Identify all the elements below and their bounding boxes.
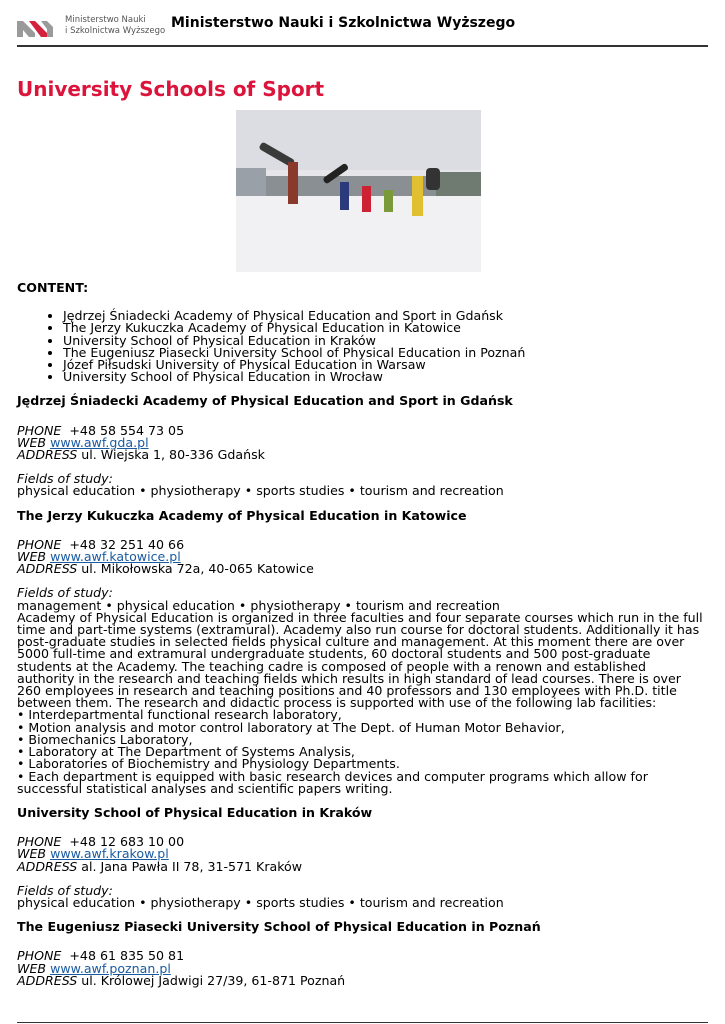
phone-value: +48 61 835 50 81: [69, 948, 185, 964]
table-of-contents: [17, 310, 707, 383]
facility-item: • Laboratories of Biochemistry and Physiology Departments.: [17, 756, 400, 772]
web-label: WEB: [17, 549, 47, 565]
web-label: WEB: [17, 846, 47, 862]
address-value: ul. Wiejska 1, 80-336 Gdańsk: [81, 447, 265, 463]
snowboarders-photo: [236, 110, 481, 272]
toc-item[interactable]: • Jędrzej Śniadecki Academy of Physical Education and Sport in Gdańsk: [63, 310, 707, 322]
address-label: ADDRESS: [17, 858, 78, 874]
phone-label: PHONE: [17, 536, 62, 552]
facility-item: • Each department is equipped with basic research devices and computer programs which allow for successful statistical analyses and scientific papers writing.: [17, 768, 648, 796]
section-title: The Eugeniusz Piasecki University School of Physical Education in Poznań: [17, 919, 541, 935]
header-divider: [17, 45, 708, 47]
phone-value: +48 58 554 73 05: [69, 422, 185, 438]
address-value: al. Jana Pawła II 78, 31-571 Kraków: [81, 858, 303, 874]
content-heading: CONTENT:: [17, 280, 89, 295]
page-header: [17, 11, 708, 45]
facility-item: • Biomechanics Laboratory,: [17, 731, 193, 747]
website-link[interactable]: www.awf.krakow.pl: [50, 846, 169, 862]
web-label: WEB: [17, 434, 47, 450]
content: [17, 282, 707, 987]
ministry-logo-text: [65, 15, 165, 37]
school-section-krakow: [17, 804, 707, 910]
toc-item[interactable]: • The Eugeniusz Piasecki University School of Physical Education in Poznań: [63, 347, 707, 359]
fields-label: Fields of study:: [17, 585, 113, 601]
address-label: ADDRESS: [17, 561, 78, 577]
phone-label: PHONE: [17, 948, 62, 964]
section-title: University School of Physical Education in Kraków: [17, 804, 373, 820]
address-row: [17, 972, 707, 988]
facility-item: • Motion analysis and motor control laboratory at The Dept. of Human Motor Behavior,: [17, 719, 565, 735]
footer-divider: [17, 1022, 708, 1023]
address-row: [17, 449, 707, 461]
address-row: [17, 563, 707, 575]
address-value: ul. Królowej Jadwigi 27/39, 61-871 Poznań: [81, 972, 346, 988]
toc-item[interactable]: • University School of Physical Education in Wrocław: [63, 371, 707, 383]
school-section-katowice: [17, 507, 707, 796]
page-title: University Schools of Sport: [17, 77, 325, 101]
fields-value: management • physical education • physiotherapy • tourism and recreation: [17, 597, 500, 613]
phone-value: +48 32 251 40 66: [69, 536, 185, 552]
phone-value: +48 12 683 10 00: [69, 834, 185, 850]
address-value: ul. Mikołowska 72a, 40-065 Katowice: [81, 561, 314, 577]
school-section-poznan: [17, 921, 707, 987]
phone-label: PHONE: [17, 422, 62, 438]
phone-label: PHONE: [17, 834, 62, 850]
school-section-gdansk: [17, 395, 707, 497]
section-title: Jędrzej Śniadecki Academy of Physical Education and Sport in Gdańsk: [17, 393, 513, 409]
fields-value: physical education • physiotherapy • sports studies • tourism and recreation: [17, 483, 504, 499]
address-label: ADDRESS: [17, 972, 78, 988]
toc-item[interactable]: • The Jerzy Kukuczka Academy of Physical Education in Katowice: [63, 322, 707, 334]
logo-line-2: i Szkolnictwa Wyższego: [65, 26, 166, 36]
address-label: ADDRESS: [17, 447, 78, 463]
website-link[interactable]: www.awf.gda.pl: [50, 434, 149, 450]
website-link[interactable]: www.awf.katowice.pl: [50, 549, 181, 565]
fields-label: Fields of study:: [17, 882, 113, 898]
website-link[interactable]: www.awf.poznan.pl: [50, 960, 171, 976]
toc-item[interactable]: • University School of Physical Education in Kraków: [63, 335, 707, 347]
facility-item: • Laboratory at The Department of Systems Analysis,: [17, 744, 355, 760]
toc-item[interactable]: • Józef Piłsudski University of Physical Education in Warsaw: [63, 359, 707, 371]
description: Academy of Physical Education is organized in three faculties and four separate courses which run in the full time and part-time systems (extramural). Academy also run course for doctoral students. Additionally it has post-graduate studies in selected fields physical culture and management. At this moment there are over 5000 full-time and extramural undergraduate students, 60 doctoral students and 500 post-graduate students at the Academy. The teaching cadre is composed of people with a renown and established authority in the research and teaching fields which results in high standard of lead courses. There is over 260 employees in research and teaching positions and 40 professors and 130 employees with Ph.D. title between them. The research and didactic process is supported with use of the following lab facilities:: [17, 609, 703, 711]
fields-label: Fields of study:: [17, 471, 113, 487]
web-label: WEB: [17, 960, 47, 976]
ministry-logo-icon[interactable]: [17, 19, 53, 37]
section-title: The Jerzy Kukuczka Academy of Physical Education in Katowice: [17, 507, 467, 523]
logo-line-1: Ministerstwo Nauki: [65, 15, 146, 25]
address-row: [17, 858, 707, 874]
header-title: Ministerstwo Nauki i Szkolnictwa Wyższego: [171, 15, 516, 31]
fields-value: physical education • physiotherapy • sports studies • tourism and recreation: [17, 894, 504, 910]
facility-item: • Interdepartmental functional research laboratory,: [17, 707, 342, 723]
